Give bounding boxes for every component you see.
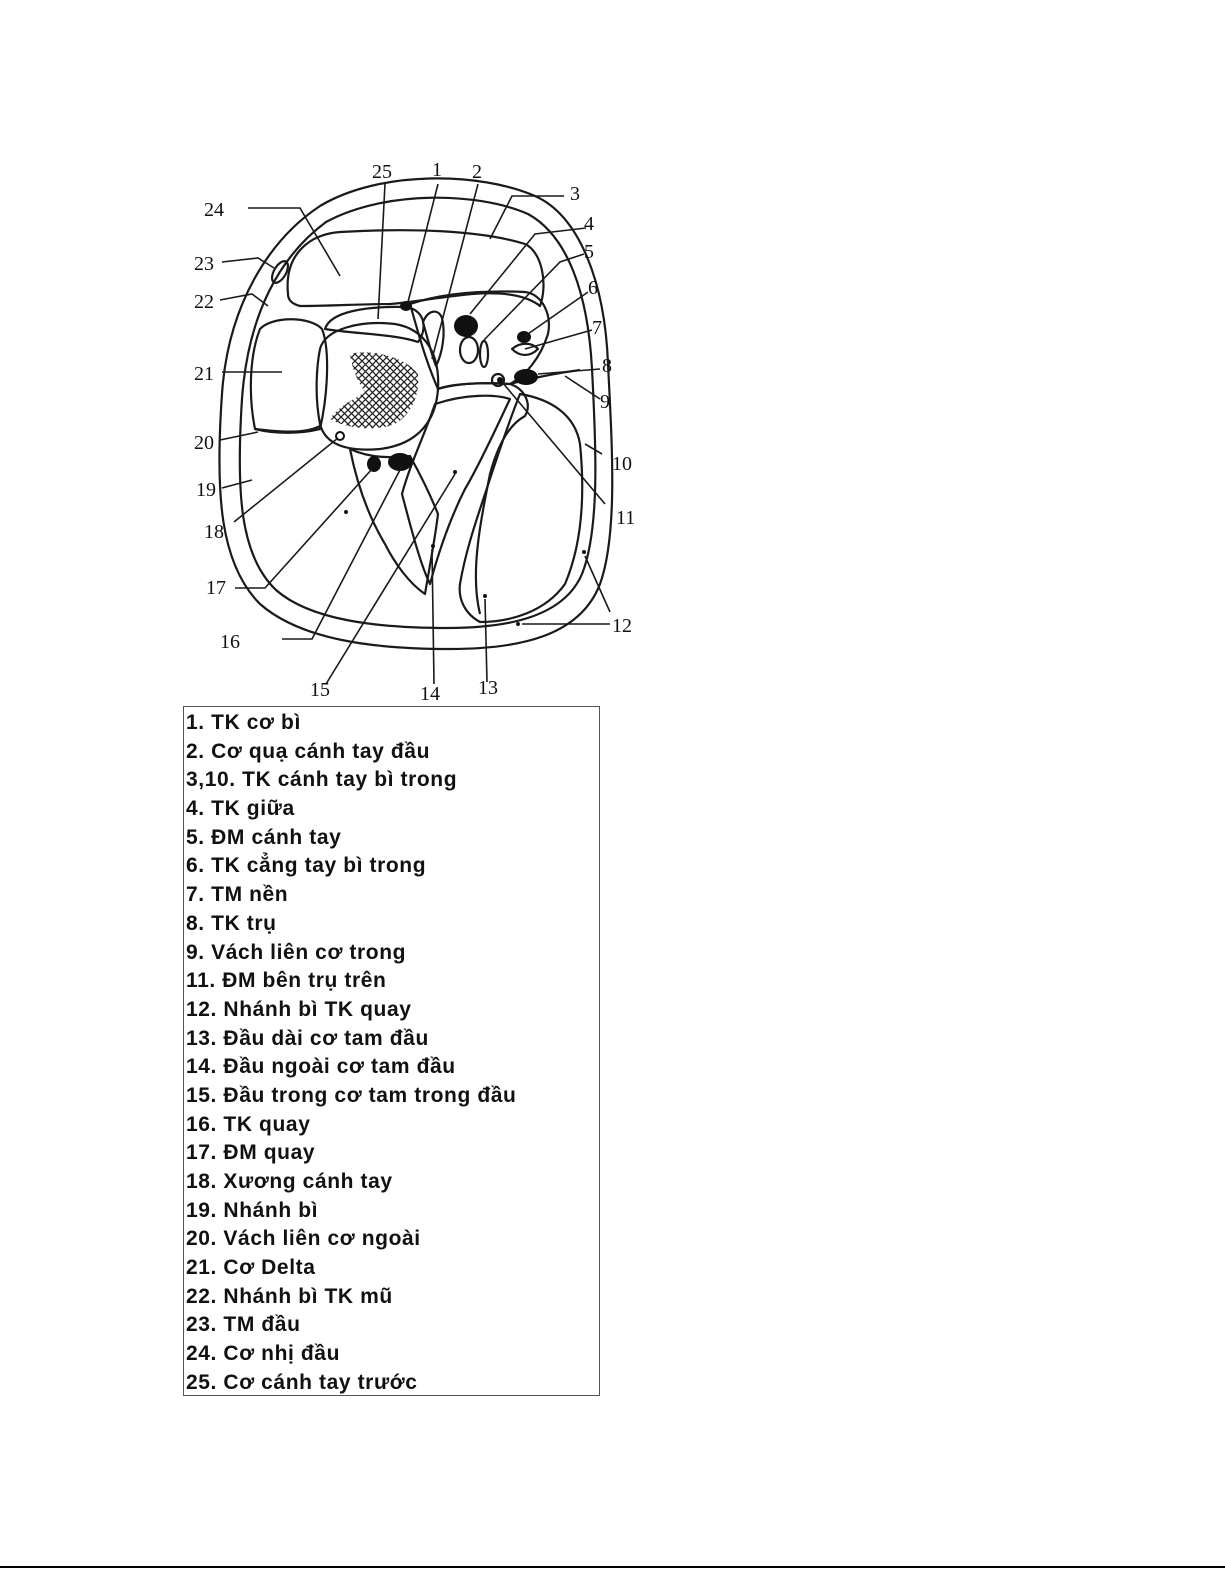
- leader-line-13: [485, 599, 487, 682]
- leader-line-20: [220, 432, 258, 440]
- label-24: 24: [204, 199, 224, 221]
- musculocutaneous-nerve-dot: [400, 301, 412, 311]
- legend-item-1: 1. TK cơ bì: [186, 711, 301, 734]
- label-3: 3: [570, 183, 580, 205]
- marker-dot: [516, 622, 520, 626]
- label-21: 21: [194, 363, 214, 385]
- legend-item-6: 6. TK cẳng tay bì trong: [186, 854, 427, 878]
- leader-line-17: [235, 469, 372, 588]
- humerus-hatched-area: [330, 352, 418, 428]
- leader-line-19: [222, 480, 252, 488]
- legend-item-24: 24. Cơ nhị đầu: [186, 1342, 341, 1366]
- triceps-medial-outline: [402, 396, 510, 584]
- marker-dot: [483, 594, 487, 598]
- label-17: 17: [206, 577, 226, 599]
- label-20: 20: [194, 432, 214, 454]
- label-7: 7: [592, 317, 602, 339]
- leader-line-5: [484, 254, 584, 340]
- arm-cross-section-diagram: [180, 144, 652, 706]
- page-bottom-rule: [0, 1566, 1225, 1568]
- skin-outer-outline: [219, 178, 612, 649]
- label-9: 9: [600, 391, 610, 413]
- leader-line-15: [326, 474, 455, 684]
- legend-item-15: 15. Đầu trong cơ tam trong đầu: [186, 1083, 517, 1107]
- legend-item-2: 2. Cơ quạ cánh tay đầu: [186, 739, 431, 763]
- leader-line-11: [502, 382, 605, 504]
- radial-artery-dot: [367, 456, 381, 472]
- leader-line-10: [585, 444, 602, 454]
- marker-dot: [453, 470, 457, 474]
- label-4: 4: [584, 213, 594, 235]
- marker-dot: [431, 544, 435, 548]
- legend-item-8: 8. TK trụ: [186, 911, 277, 935]
- legend-item-16: 16. TK quay: [186, 1112, 311, 1136]
- label-12: 12: [612, 615, 632, 637]
- legend-item-25: 25. Cơ cánh tay trước: [186, 1370, 418, 1394]
- biceps-outline: [288, 230, 544, 306]
- ulnar-nerve-dot: [514, 369, 538, 385]
- deltoid-outline: [251, 319, 327, 433]
- legend-item-12: 12. Nhánh bì TK quay: [186, 997, 412, 1021]
- legend-item-20: 20. Vách liên cơ ngoài: [186, 1227, 421, 1251]
- label-11: 11: [616, 507, 636, 529]
- label-23: 23: [194, 253, 214, 275]
- label-19: 19: [196, 479, 216, 501]
- legend-item-9: 9. Vách liên cơ trong: [186, 940, 407, 964]
- median-nerve-dot: [454, 315, 478, 337]
- legend-item-19: 19. Nhánh bì: [186, 1198, 319, 1222]
- brachialis-outline: [325, 307, 424, 342]
- legend-item-4: 4. TK giữa: [186, 797, 295, 821]
- legend-list: [183, 706, 600, 1396]
- label-13: 13: [478, 677, 498, 699]
- vein-loop-shape: [480, 341, 488, 367]
- label-22: 22: [194, 291, 214, 313]
- legend-item-13: 13. Đầu dài cơ tam đầu: [186, 1026, 429, 1050]
- leader-line-16: [282, 466, 402, 639]
- label-18: 18: [204, 521, 224, 543]
- label-5: 5: [584, 241, 594, 263]
- marker-dot: [582, 550, 586, 554]
- legend-item-11: 11. ĐM bên trụ trên: [186, 969, 387, 993]
- legend-item-18: 18. Xương cánh tay: [186, 1170, 393, 1193]
- label-8: 8: [602, 355, 612, 377]
- legend-item-17: 17. ĐM quay: [186, 1141, 316, 1165]
- label-25: 25: [372, 161, 392, 183]
- legend-item-22: 22. Nhánh bì TK mũ: [186, 1284, 393, 1308]
- legend-item-3-10: 3,10. TK cánh tay bì trong: [186, 768, 458, 792]
- label-1: 1: [432, 159, 442, 181]
- legend-item-21: 21. Cơ Delta: [186, 1256, 316, 1280]
- legend-item-14: 14. Đầu ngoài cơ tam đầu: [186, 1055, 456, 1079]
- label-16: 16: [220, 631, 240, 653]
- label-10: 10: [612, 453, 632, 475]
- label-6: 6: [588, 277, 598, 299]
- legend-item-7: 7. TM nền: [186, 883, 289, 907]
- triceps-long-outline: [460, 394, 583, 622]
- leader-line-4: [470, 228, 586, 314]
- label-14: 14: [420, 683, 440, 705]
- legend-item-5: 5. ĐM cánh tay: [186, 825, 342, 849]
- leader-line-8: [538, 369, 600, 374]
- leader-line-7: [525, 330, 592, 349]
- label-2: 2: [472, 161, 482, 183]
- legend-item-23: 23. TM đầu: [186, 1313, 301, 1337]
- label-15: 15: [310, 679, 330, 701]
- leader-line-6: [525, 292, 588, 336]
- basilic-vein-shape: [512, 344, 538, 355]
- leader-line-1: [408, 184, 438, 302]
- leader-line-9: [565, 376, 600, 399]
- arm-cross-section-figure: [180, 144, 652, 706]
- ulnar-collateral-artery-shape: [460, 337, 478, 363]
- marker-dot: [344, 510, 348, 514]
